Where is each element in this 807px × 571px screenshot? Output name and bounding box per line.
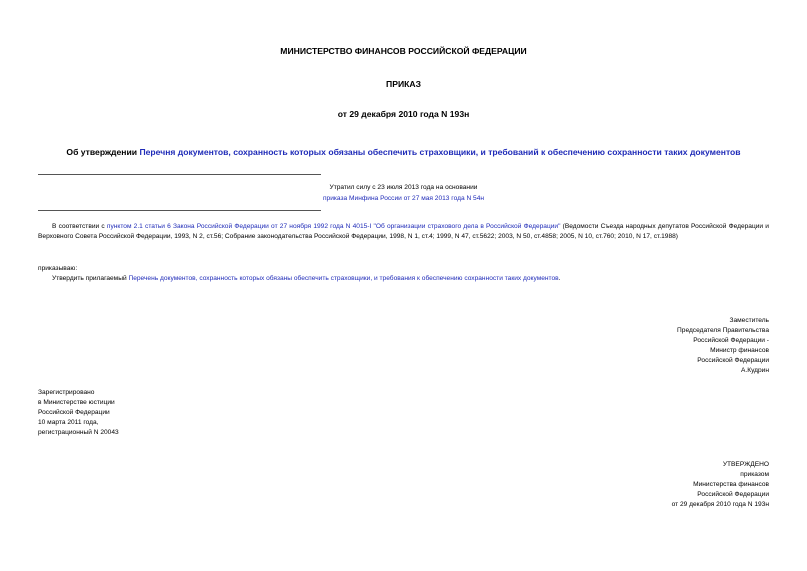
signature-line: Заместитель <box>729 317 769 324</box>
preamble-text-2: (Ведомости Съезда народных депутатов Российской Федерации и Верховного Совета Российской Федерации, 1993, N 2, ст.56; Собрание законодательства Российской Федерации, 1998, N 1, ст.4; 1999, N 47, ст.5622; 2003, N 50, ст.4858; 2005, N 10, ст.760; 2010, N 17, ст.1988) <box>38 223 769 241</box>
signature-line: Российской Федерации <box>697 357 769 365</box>
repeal-order-link[interactable]: приказа Минфина России от 27 мая 2013 года N 54н <box>322 195 485 202</box>
registration-line: Российской Федерации <box>38 409 110 417</box>
approved-list-link[interactable]: Перечень документов, сохранность которых обязаны обеспечить страховщики, и требования к обеспечению сохранности таких документов <box>128 275 559 282</box>
doc-type-heading: ПРИКАЗ <box>386 79 421 89</box>
approved-line: Министерства финансов <box>693 481 769 489</box>
repeal-notice-text: Утратил силу с 23 июля 2013 года на основании <box>329 184 478 191</box>
approved-line: приказом <box>740 471 769 479</box>
title-link[interactable]: Перечня документов, сохранность которых обязаны обеспечить страховщики, и требований к обеспечению сохранности таких документов <box>139 147 741 157</box>
notice-top-rule <box>38 174 321 175</box>
registration-line: в Министерстве юстиции <box>38 399 115 407</box>
repeal-notice <box>0 194 807 204</box>
approved-block <box>500 460 769 510</box>
order-text-2: . <box>558 275 561 282</box>
signature-block <box>500 316 769 377</box>
registration-line: 10 марта 2011 года, <box>38 419 99 427</box>
notice-bottom-rule <box>38 210 321 211</box>
order-text-1: Утвердить прилагаемый <box>52 275 129 282</box>
title-prefix: Об утверждении <box>66 147 140 157</box>
registration-block <box>38 388 288 438</box>
signature-line: Председателя Правительства <box>677 327 769 335</box>
signature-line: Министр финансов <box>710 347 769 355</box>
preamble-paragraph <box>38 222 769 242</box>
document-title <box>0 147 807 157</box>
law-link[interactable]: пунктом 2.1 статьи 6 Закона Российской Федерации от 27 ноября 1992 года N 4015-I "Об организации страхового дела в Российской Федерации" <box>106 223 561 230</box>
doc-date-number: от 29 декабря 2010 года N 193н <box>337 109 470 119</box>
order-paragraph <box>52 274 769 284</box>
approved-line: Российской Федерации <box>697 491 769 499</box>
approved-line: от 29 декабря 2010 года N 193н <box>671 501 769 509</box>
approved-line: УТВЕРЖДЕНО <box>722 461 769 468</box>
order-word: приказываю: <box>38 265 78 272</box>
preamble-text-1: В соответствии с <box>52 223 107 230</box>
signature-line: А.Кудрин <box>741 367 769 375</box>
ministry-heading: МИНИСТЕРСТВО ФИНАНСОВ РОССИЙСКОЙ ФЕДЕРАЦИИ <box>280 46 527 56</box>
registration-line: регистрационный N 20043 <box>38 429 119 437</box>
registration-line: Зарегистрировано <box>38 389 95 396</box>
signature-line: Российской Федерации - <box>693 337 769 345</box>
